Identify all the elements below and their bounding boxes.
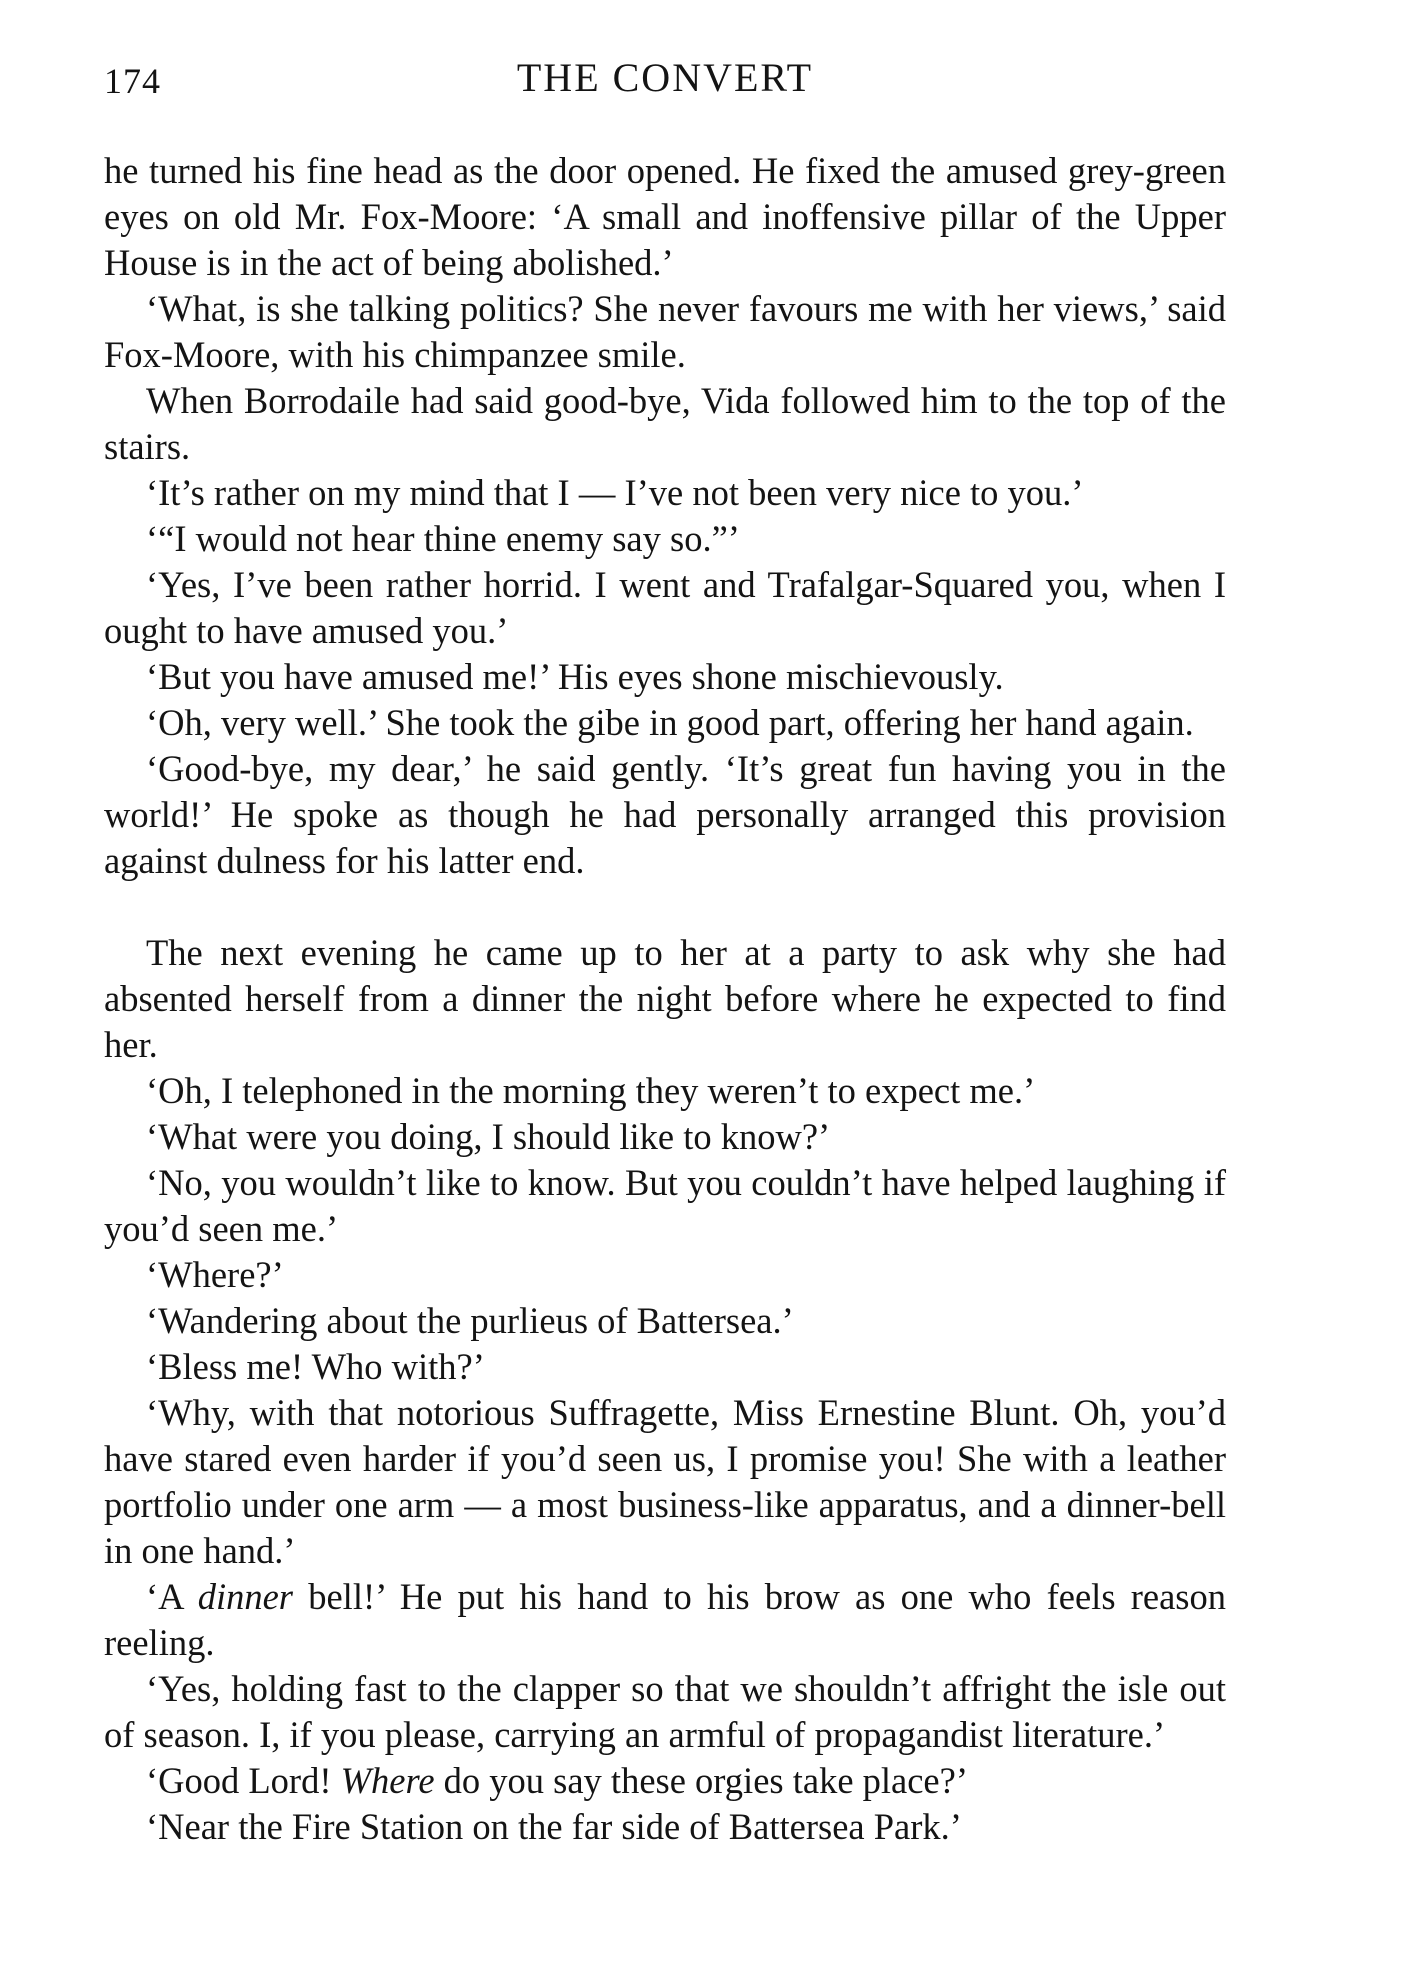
paragraph: ‘Good-bye, my dear,’ he said gently. ‘It’s great fun having you in the world!’ He spoke as though he had personally arranged this provision against dulness for his latter end. xyxy=(104,748,1226,881)
paragraph xyxy=(104,1758,1226,1804)
paragraph: ‘No, you wouldn’t like to know. But you couldn’t have helped laughing if you’d seen me.’ xyxy=(104,1162,1226,1249)
body-text xyxy=(104,148,1226,1850)
paragraph: ‘What were you doing, I should like to know?’ xyxy=(146,1116,831,1157)
paragraph: When Borrodaile had said good-bye, Vida followed him to the top of the stairs. xyxy=(104,380,1226,467)
page-number: 174 xyxy=(104,61,161,101)
paragraph: ‘Wandering about the purlieus of Battersea.’ xyxy=(146,1300,794,1341)
running-head xyxy=(104,50,1226,110)
paragraph: ‘Near the Fire Station on the far side of Battersea Park.’ xyxy=(146,1806,962,1847)
text-run: ‘Good Lord! xyxy=(146,1760,341,1801)
paragraph: ‘Yes, I’ve been rather horrid. I went and Trafalgar-Squared you, when I ought to have amused you.’ xyxy=(104,564,1226,651)
paragraph: ‘Bless me! Who with?’ xyxy=(146,1346,485,1387)
paragraph: ‘Oh, I telephoned in the morning they weren’t to expect me.’ xyxy=(146,1070,1036,1111)
paragraph: ‘Why, with that notorious Suffragette, Miss Ernestine Blunt. Oh, you’d have stared even harder if you’d seen us, I promise you! She with a leather portfolio under one arm — a most business-like apparatus, and a dinner-bell in one hand.’ xyxy=(104,1392,1226,1571)
paragraph: The next evening he came up to her at a party to ask why she had absented herself from a dinner the night before where he expected to find her. xyxy=(104,932,1226,1065)
text-run: ‘A xyxy=(146,1576,198,1617)
paragraph: he turned his fine head as the door opened. He fixed the amused grey-green eyes on old Mr. Fox-Moore: ‘A small and inoffensive pillar of the Upper House is in the act of being abolished.’ xyxy=(104,150,1226,283)
italic-text: dinner xyxy=(197,1576,294,1617)
text-run: do you say these orgies take place?’ xyxy=(434,1760,968,1801)
paragraph: ‘Yes, holding fast to the clapper so that we shouldn’t affright the isle out of season. I, if you please, carrying an armful of propagandist literature.’ xyxy=(104,1668,1226,1755)
running-title: THE CONVERT xyxy=(516,55,814,100)
text-run: bell!’ He put his hand to his brow as one who feels reason reeling. xyxy=(104,1576,1226,1663)
paragraph: ‘“I would not hear thine enemy say so.”’ xyxy=(146,518,740,559)
paragraph: ‘But you have amused me!’ His eyes shone mischievously. xyxy=(146,656,1004,697)
paragraph: ‘What, is she talking politics? She never favours me with her views,’ said Fox-Moore, with his chimpanzee smile. xyxy=(104,288,1226,375)
paragraph: ‘Where?’ xyxy=(146,1254,284,1295)
paragraph: ‘It’s rather on my mind that I — I’ve not been very nice to you.’ xyxy=(146,472,1084,513)
paragraph xyxy=(104,1574,1226,1666)
italic-text: Where xyxy=(340,1760,435,1801)
paragraph: ‘Oh, very well.’ She took the gibe in good part, offering her hand again. xyxy=(146,702,1194,743)
